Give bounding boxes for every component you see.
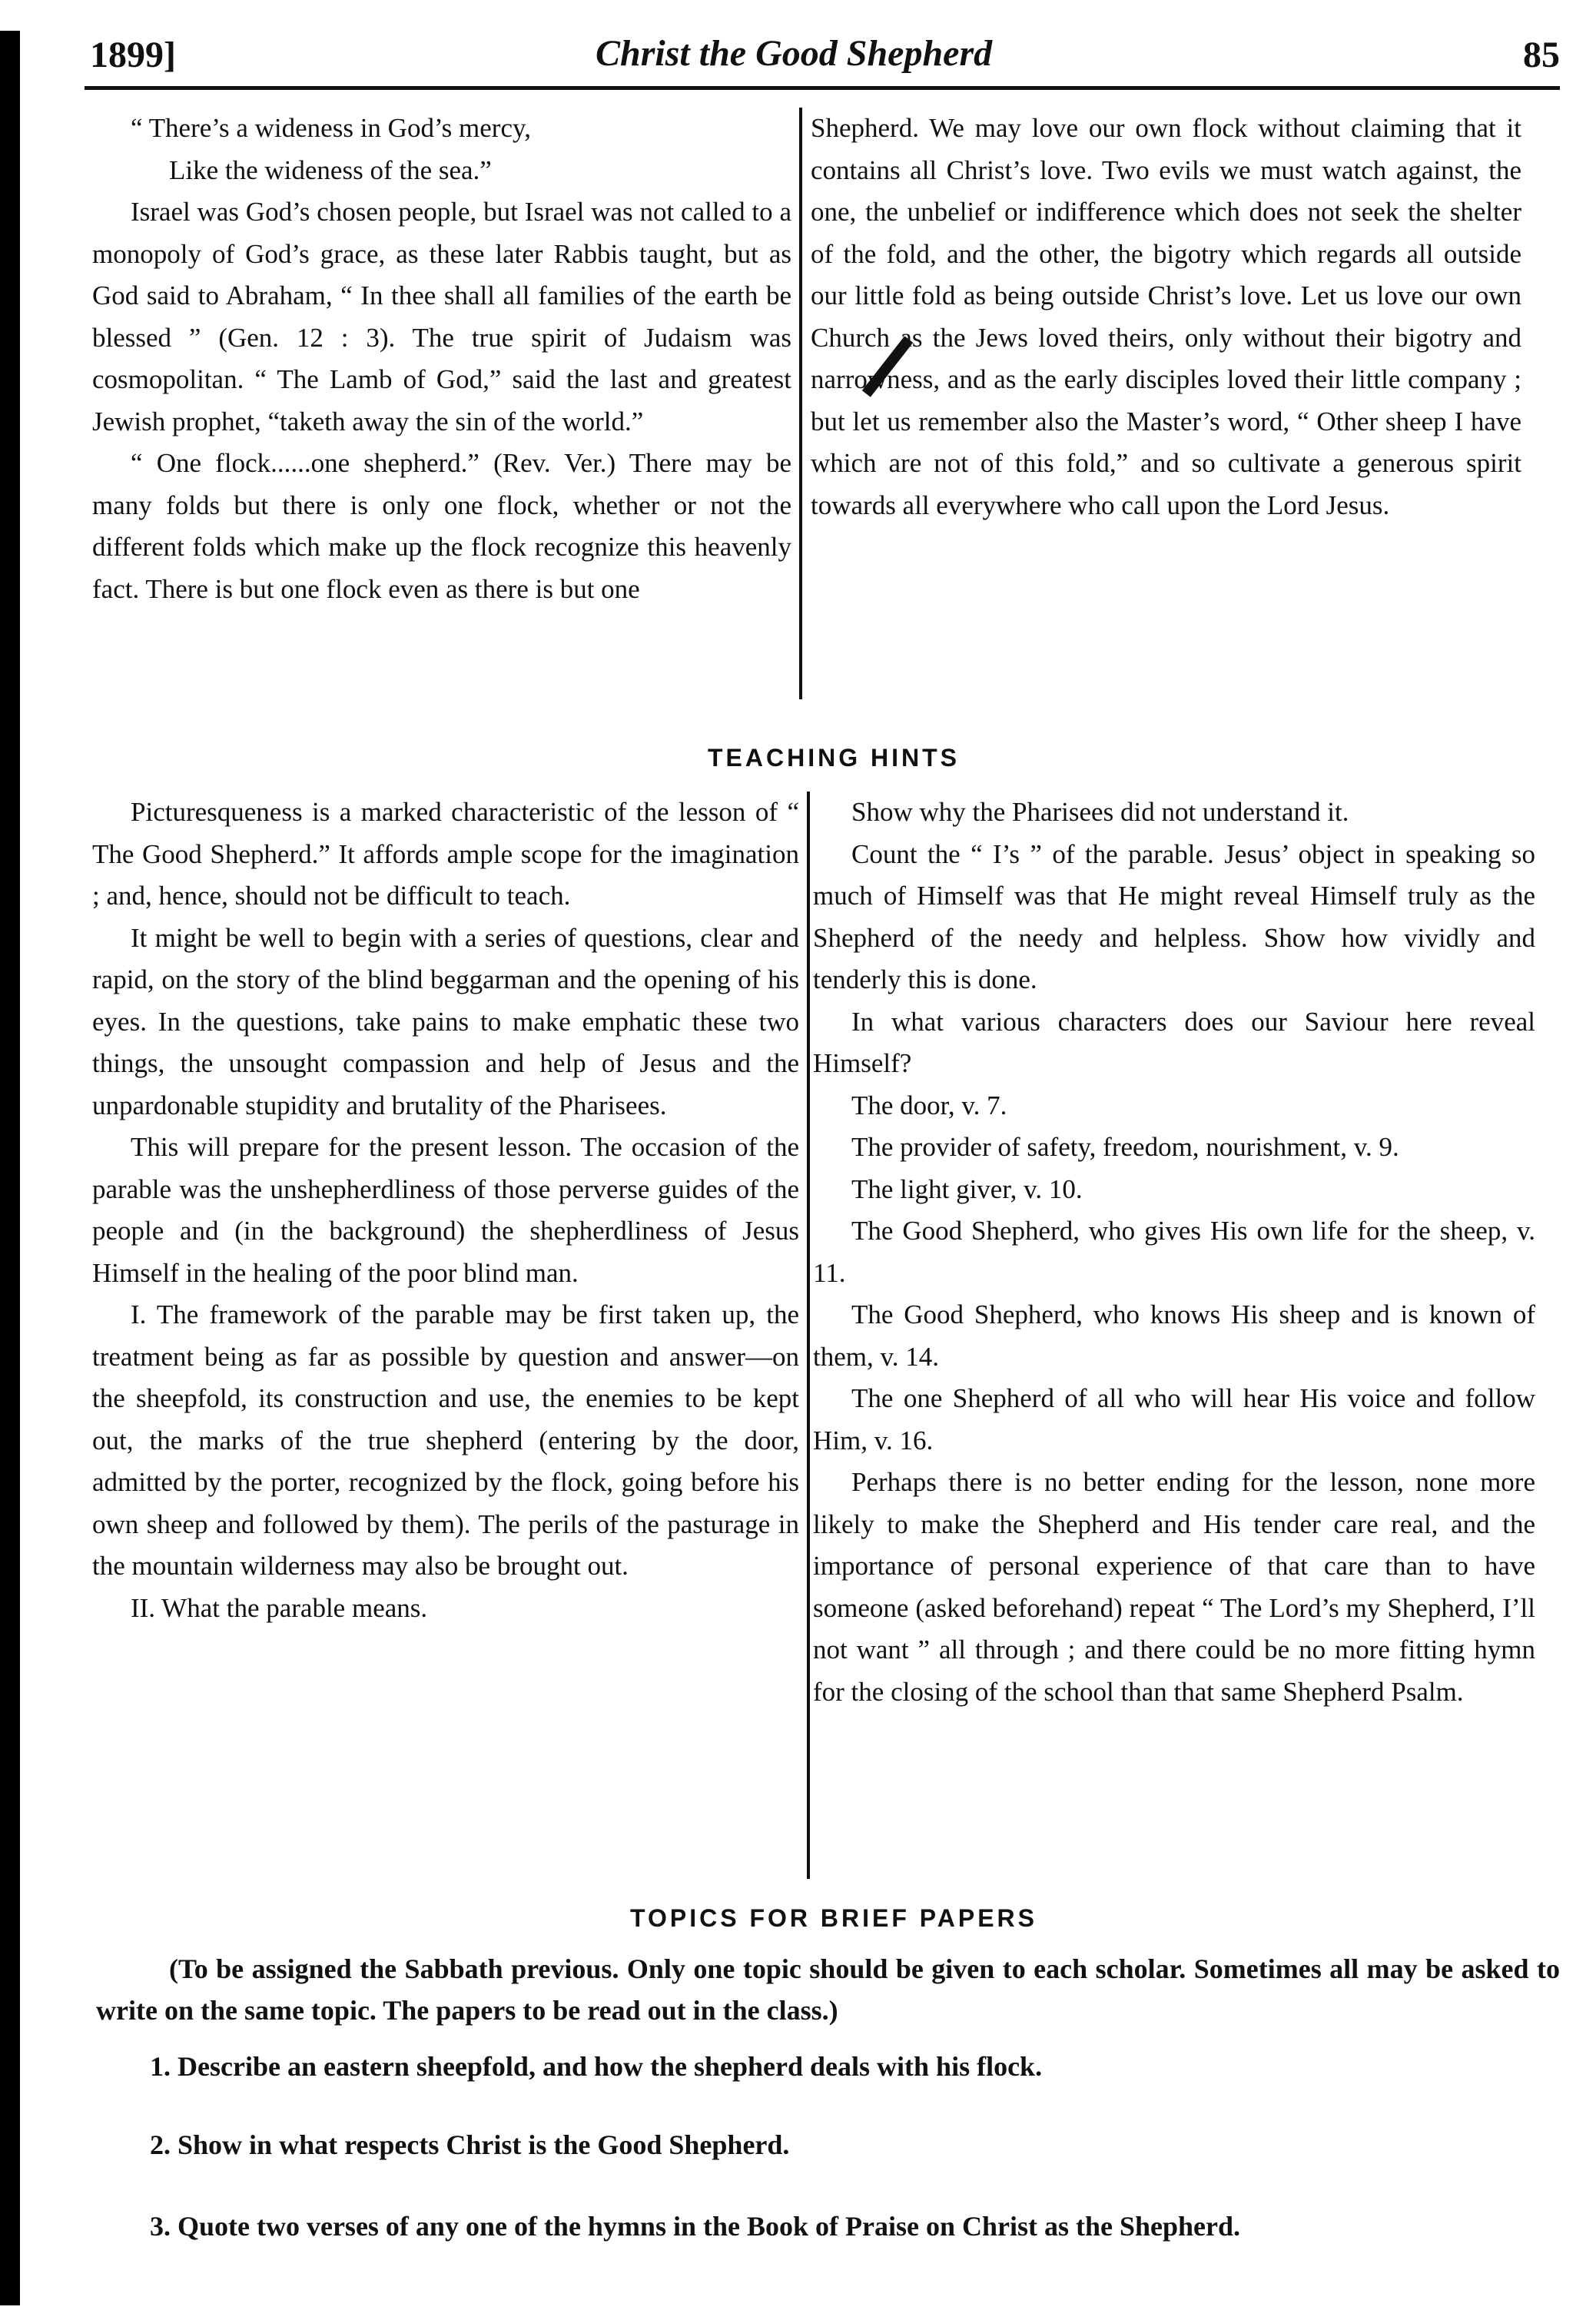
paragraph: Shepherd. We may love our own flock without claiming that it contains all Christ’s love. Two evils we must watch against, the one, the unbelief or indifference which does not seek the shelter of the fold, and the other, the bigotry which regards all outside our little fold as being outside Christ’s love. Let us love our own Church as the Jews loved theirs, only without their bigotry and narrowness, and as the early disciples loved their little company ; but let us remember also the Master’s word, “ Other sheep I have which are not of this fold,” and so cultivate a generous spirit towards all everywhere who call upon the Lord Jesus. — [811, 113, 1521, 520]
paragraph: The light giver, v. 10. — [851, 1173, 1083, 1204]
teaching-hints-heading: TEACHING HINTS — [708, 744, 960, 772]
paragraph: The provider of safety, freedom, nourishment, v. 9. — [851, 1132, 1399, 1162]
paragraph: Perhaps there is no better ending for the lesson, none more likely to make the Shepherd and His tender care real, and the importance of personal experience of that care than to have someone (asked beforehand) repeat “ The Lord’s my Shepherd, I’ll not want ” all through ; and there could be no more fitting hymn for the closing of the school than that same Shepherd Psalm. — [813, 1467, 1535, 1707]
top-right-column — [811, 108, 1521, 526]
paragraph: In what various characters does our Saviour here reveal Himself? — [813, 1006, 1535, 1078]
paragraph: “ There’s a wideness in God’s mercy, — [131, 113, 531, 143]
topics-note: (To be assigned the Sabbath previous. Only one topic should be given to each scholar. Sometimes all may be asked to write on the same topic. The papers to be read out in the class.) — [96, 1953, 1560, 2026]
paragraph: It might be well to begin with a series of questions, clear and rapid, on the story of the blind beggarman and the opening of his eyes. In the questions, take pains to make emphatic these two things, the unsought compassion and help of Jesus and the unpardonable stupidity and brutality of the Pharisees. — [92, 922, 799, 1120]
paragraph: The Good Shepherd, who gives His own life for the sheep, v. 11. — [813, 1216, 1535, 1288]
header-year: 1899] — [90, 35, 176, 75]
scan-edge-shadow — [0, 31, 20, 2305]
paragraph: This will prepare for the present lesson. The occasion of the parable was the unshepherdliness of those perverse guides of the people and (in the background) the shepherdliness of Jesus Himself in the healing of the poor blind man. — [92, 1132, 799, 1288]
topic-item-2: 2. Show in what respects Christ is the Good Shepherd. — [150, 2129, 790, 2160]
paragraph: Picturesqueness is a marked characteristic of the lesson of “ The Good Shepherd.” It affords ample scope for the imagination ; and, hence, should not be difficult to teach. — [92, 797, 799, 911]
column-divider-top — [799, 108, 802, 699]
header-title: Christ the Good Shepherd — [596, 33, 993, 74]
paragraph: Israel was God’s chosen people, but Israel was not called to a monopoly of God’s grace, as these later Rabbis taught, but as God said to Abraham, “ In thee shall all families of the earth be blessed ” (Gen. 12 : 3). The true spirit of Judaism was cosmopolitan. “ The Lamb of God,” said the last and greatest Jewish prophet, “taketh away the sin of the world.” — [92, 197, 791, 436]
paragraph: Show why the Pharisees did not understand it. — [851, 797, 1349, 827]
header-rule — [85, 86, 1560, 90]
topic-item-1: 1. Describe an eastern sheepfold, and how the shepherd deals with his flock. — [150, 2051, 1043, 2082]
paragraph: Like the wideness of the sea.” — [169, 154, 492, 185]
teaching-right-column — [813, 792, 1535, 1713]
top-left-column — [92, 108, 791, 610]
topic-item-3: 3. Quote two verses of any one of the hymns in the Book of Praise on Christ as the Shepherd. — [150, 2211, 1241, 2242]
topics-heading: TOPICS FOR BRIEF PAPERS — [630, 1904, 1037, 1932]
page-number: 85 — [1523, 35, 1560, 75]
paragraph: The door, v. 7. — [851, 1090, 1007, 1120]
paragraph: “ One flock......one shepherd.” (Rev. Ver.) There may be many folds but there is only one flock, whether or not the different folds which make up the flock recognize this heavenly fact. There is but one flock even as there is but one — [92, 448, 791, 604]
paragraph: The one Shepherd of all who will hear His voice and follow Him, v. 16. — [813, 1383, 1535, 1455]
running-header — [73, 23, 1560, 85]
paragraph: II. What the parable means. — [131, 1592, 428, 1623]
teaching-left-column — [92, 792, 799, 1629]
paragraph: The Good Shepherd, who knows His sheep and is known of them, v. 14. — [813, 1299, 1535, 1372]
paragraph: Count the “ I’s ” of the parable. Jesus’ object in speaking so much of Himself was that He might reveal Himself truly as the Shepherd of the needy and helpless. Show how vividly and tenderly this is done. — [813, 838, 1535, 994]
column-divider-teaching — [807, 792, 810, 1879]
paragraph: I. The framework of the parable may be first taken up, the treatment being as far as possible by question and answer—on the sheepfold, its construction and use, the enemies to be kept out, the marks of the true shepherd (entering by the door, admitted by the porter, recognized by the flock, going before his own sheep and followed by them). The perils of the pasturage in the mountain wilderness may also be brought out. — [92, 1299, 799, 1581]
